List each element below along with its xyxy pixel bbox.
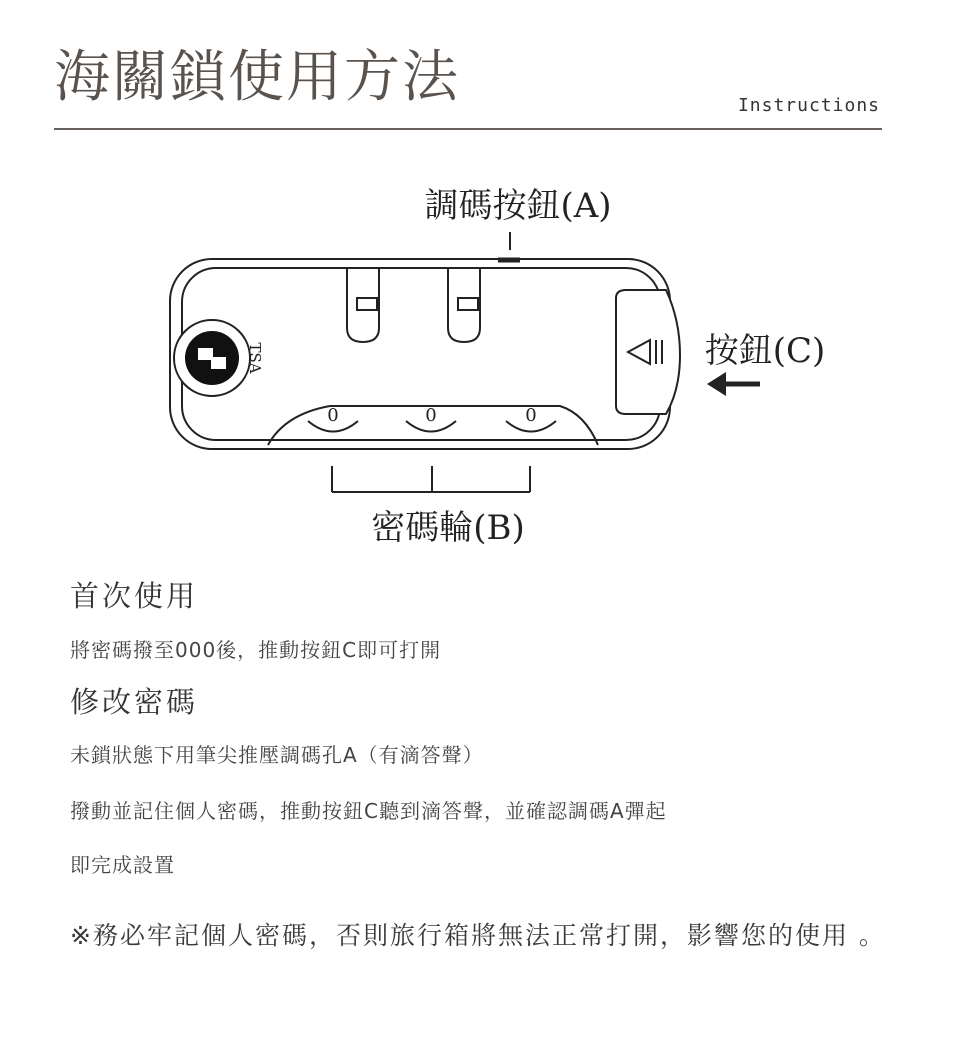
left-arrow-icon — [707, 372, 760, 396]
text-change-code-3: 即完成設置 — [70, 853, 175, 877]
text-first-use: 將密碼撥至000後，推動按鈕C即可打開 — [70, 638, 442, 662]
tsa-label: TSA — [246, 342, 264, 374]
header-divider — [54, 128, 882, 130]
label-button-c: 按鈕(C) — [704, 331, 826, 371]
lock-diagram — [0, 150, 960, 570]
wheel-digit-1: 0 — [327, 405, 339, 426]
heading-first-use: 首次使用 — [70, 579, 199, 613]
wheel-digit-3: 0 — [525, 405, 537, 426]
wheel-digit-2: 0 — [425, 405, 437, 426]
page-title: 海關鎖使用方法 — [54, 45, 460, 110]
label-code-wheels-b: 密碼輪(B) — [371, 508, 525, 548]
warning-note: ※務必牢記個人密碼，否則旅行箱將無法正常打開，影響您的使用 。 — [70, 921, 886, 950]
text-change-code-1: 未鎖狀態下用筆尖推壓調碼孔A（有滴答聲） — [70, 743, 484, 767]
bracket-wheels — [332, 466, 530, 492]
label-set-button-a: 調碼按鈕(A) — [424, 186, 612, 226]
release-button-c — [616, 290, 680, 414]
heading-change-code: 修改密碼 — [70, 685, 199, 719]
text-change-code-2: 撥動並記住個人密碼，推動按鈕C聽到滴答聲，並確認調碼A彈起 — [70, 799, 667, 823]
page-subtitle: Instructions — [737, 95, 880, 116]
